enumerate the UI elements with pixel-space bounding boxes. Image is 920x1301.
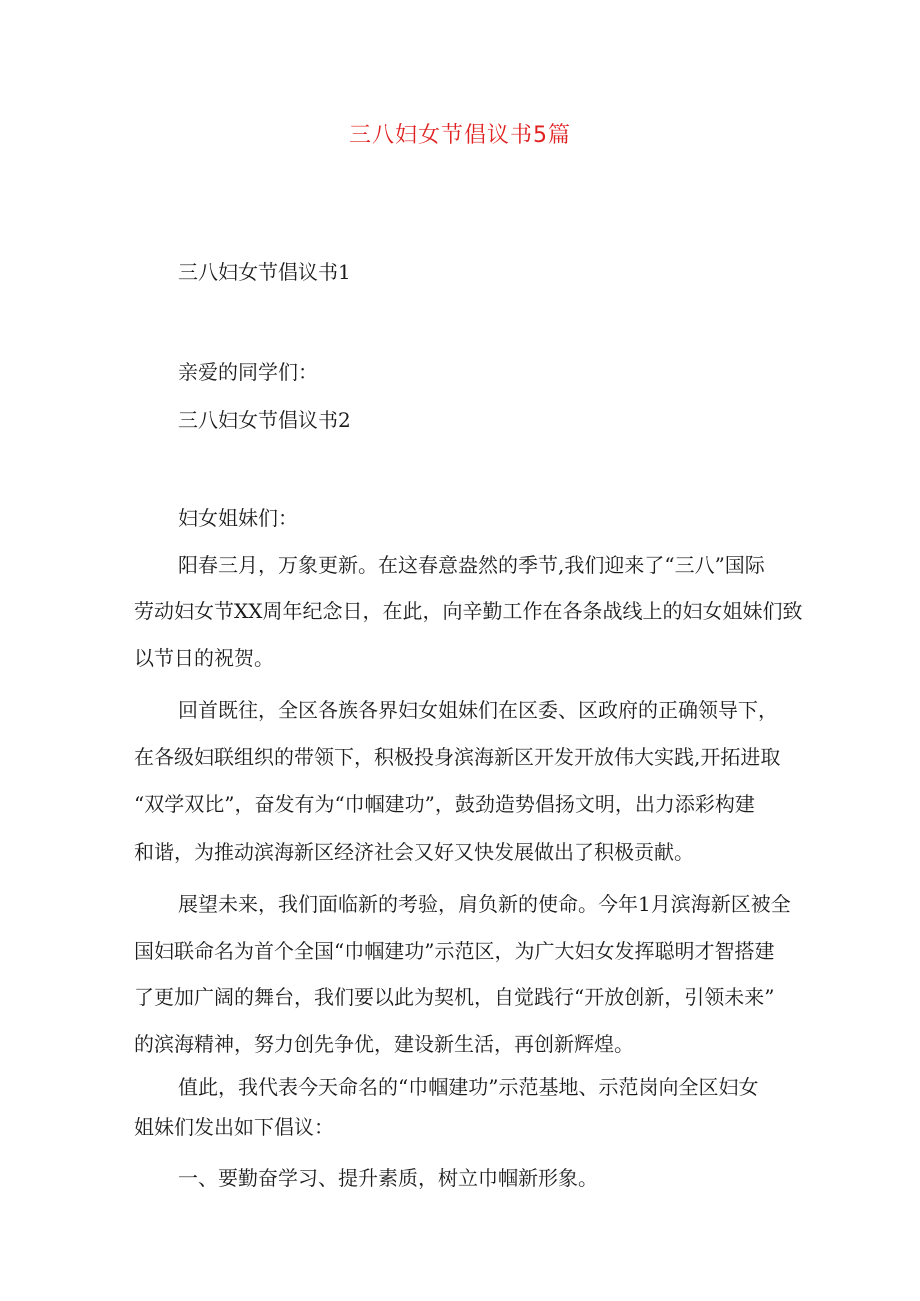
paragraph-2-line-4: 和谐，为推动滨海新区经济社会又好又快发展做出了积极贡献。	[134, 840, 694, 864]
document-title: 三八妇女节倡议书5篇	[349, 123, 571, 148]
paragraph-2-line-1: 回首既往，全区各族各界妇女姐妹们在区委、区政府的正确领导下，	[178, 698, 778, 722]
paragraph-2-line-3: “双学双比”，奋发有为“巾帼建功”，鼓劲造势倡扬文明，出力添彩构建	[134, 792, 755, 816]
paragraph-1-line-3: 以节日的祝贺。	[134, 646, 274, 670]
paragraph-4-line-1: 值此，我代表今天命名的“巾帼建功”示范基地、示范岗向全区妇女	[178, 1075, 759, 1099]
paragraph-2-line-2: 在各级妇联组织的带领下，积极投身滨海新区开发开放伟大实践,开拓进取	[134, 745, 781, 769]
section-heading-1: 三八妇女节倡议书1	[178, 260, 351, 284]
section-heading-2: 三八妇女节倡议书2	[178, 408, 351, 432]
greeting-women: 妇女姐妹们：	[178, 506, 298, 530]
proposal-item-1: 一、要勤奋学习、提升素质，树立巾帼新形象。	[178, 1166, 598, 1190]
paragraph-3-line-1: 展望未来，我们面临新的考验，肩负新的使命。今年1月滨海新区被全	[178, 892, 791, 916]
paragraph-1-line-2: 劳动妇女节XX周年纪念日，在此，向辛勤工作在各条战线上的妇女姐妹们致	[134, 599, 803, 623]
paragraph-4-line-2: 姐妹们发出如下倡议：	[134, 1115, 334, 1139]
paragraph-1-line-1: 阳春三月，万象更新。在这春意盎然的季节,我们迎来了“三八”国际	[178, 553, 765, 577]
paragraph-3-line-2: 国妇联命名为首个全国“巾帼建功”示范区，为广大妇女发挥聪明才智搭建	[134, 939, 775, 963]
paragraph-3-line-3: 了更加广阔的舞台，我们要以此为契机，自觉践行“开放创新，引领未来”	[134, 985, 775, 1009]
greeting-students: 亲爱的同学们：	[178, 360, 318, 384]
paragraph-3-line-4: 的滨海精神，努力创先争优，建设新生活，再创新辉煌。	[134, 1032, 634, 1056]
